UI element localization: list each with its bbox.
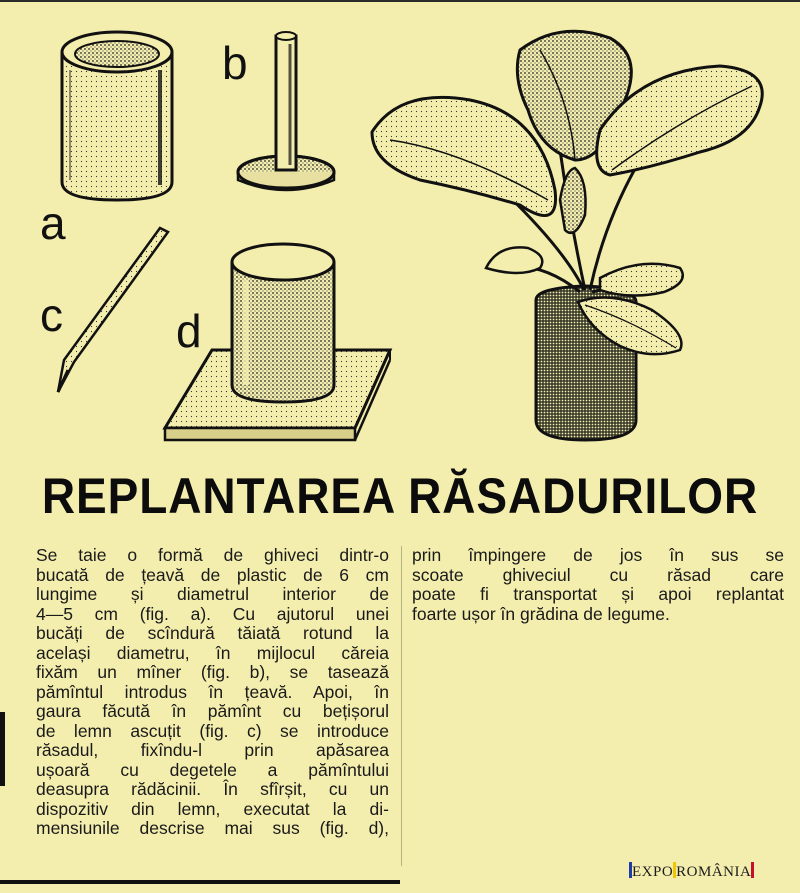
flag-red-bar — [751, 862, 754, 878]
article-left-column — [36, 546, 389, 839]
figure-a-pipe — [62, 32, 172, 200]
text-line: pămîntul introdus în țeavă. Apoi, în — [36, 681, 389, 702]
text-line: Se taie o formă de ghiveci dintr-o — [36, 545, 389, 565]
figure-label-c: c — [40, 289, 63, 341]
text-line: mensiunile descrise mai sus (fig. d), — [36, 818, 389, 838]
figure-label-d: d — [176, 305, 202, 357]
text-line: deasupra rădăcinii. În sfîrșit, cu un — [36, 779, 389, 799]
text-line: răsadul, fixîndu-l prin apăsarea — [36, 740, 389, 760]
text-line: bucăți de scîndură tăiată rotund la — [36, 623, 389, 643]
figure-c-stick — [58, 228, 168, 392]
figure-label-a: a — [40, 197, 66, 249]
watermark-part2: ROMÂNIA — [676, 864, 752, 880]
text-line: ușoară cu degetele a pămîntului — [36, 759, 389, 780]
seedling-illustration — [372, 31, 762, 440]
text-line: prin împingere de jos în sus se — [412, 545, 784, 565]
text-line: lungime și diametrul interior de — [36, 584, 389, 604]
text-line: poate fi transportat și apoi replantat — [412, 584, 784, 604]
text-line: fixăm un mîner (fig. b), se tasează — [36, 662, 389, 682]
watermark-part1: EXPO — [632, 864, 674, 880]
text-line: același diametru, în mijlocul căreia — [36, 642, 389, 663]
side-rule — [0, 712, 5, 786]
text-line: 4—5 cm (fig. a). Cu ajutorul unei — [36, 603, 389, 624]
text-line: scoate ghiveciul cu răsad care — [412, 564, 784, 585]
article-right-column — [412, 546, 784, 624]
text-line: gaura făcută în pămînt cu bețișorul — [36, 701, 389, 721]
column-divider — [401, 546, 402, 866]
text-line: dispozitiv din lemn, executat la di- — [36, 798, 389, 819]
article-headline: REPLANTAREA RĂSADURILOR — [41, 468, 759, 524]
text-line: bucată de țeavă de plastic de 6 cm — [36, 564, 389, 585]
text-line: foarte ușor în grădina de legume. — [412, 603, 670, 624]
bottom-rule — [0, 880, 400, 884]
figure-label-b: b — [222, 37, 248, 89]
figure-b-tamper — [238, 32, 334, 190]
expo-romania-watermark — [629, 862, 754, 882]
text-line: de lemn ascuțit (fig. c) se introduce — [36, 720, 389, 741]
